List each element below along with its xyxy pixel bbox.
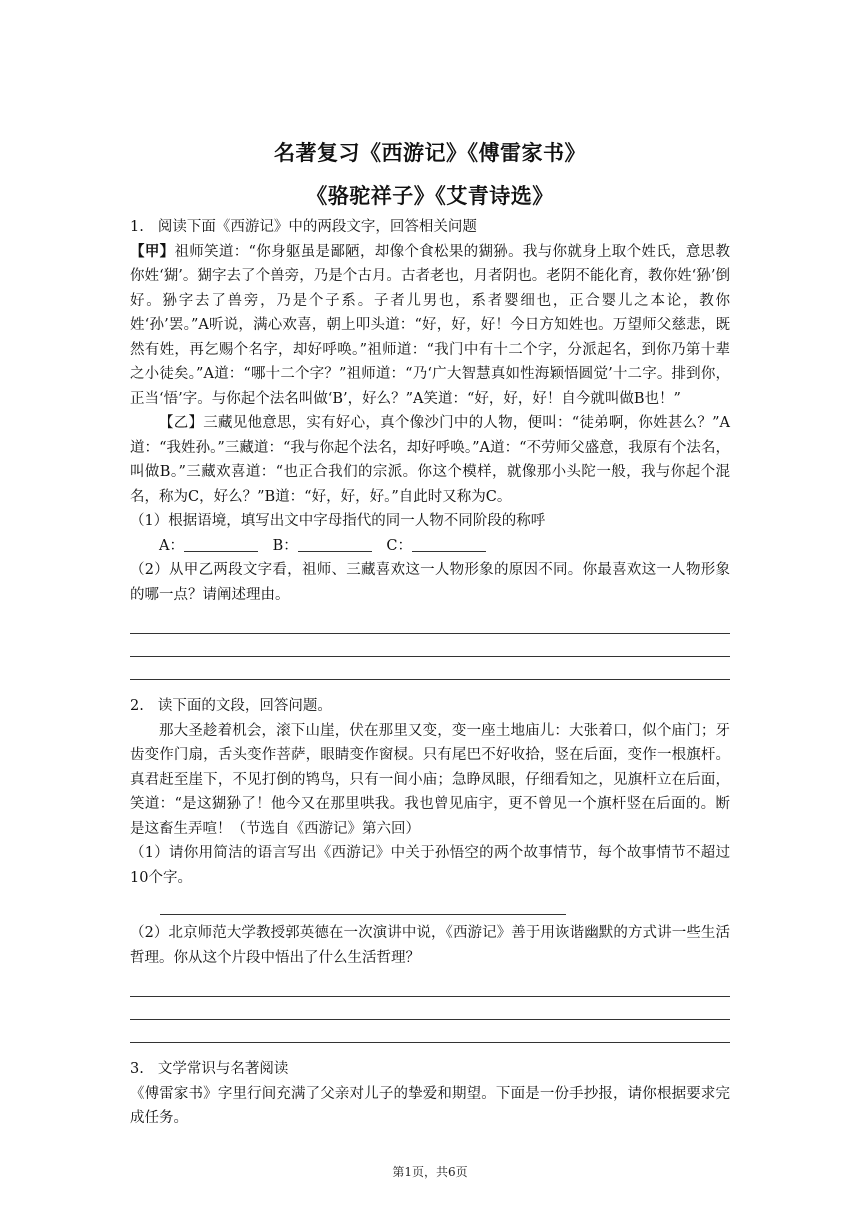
question-2-prompt: 读下面的文段，回答问题。: [157, 698, 332, 714]
passage-jia: [130, 240, 730, 412]
answer-lines-q1: [130, 611, 730, 680]
question-1-sub2: （2）从甲乙两段文字看，祖师、三藏喜欢这一人物形象的原因不同。你最喜欢这一人物形象的哪一点？请阐述理由。: [130, 562, 730, 603]
blank-c-label: C：: [386, 537, 412, 554]
question-1-sub1: （1）根据语境，填写出文中字母指代的同一人物不同阶段的称呼: [130, 513, 546, 529]
passage-q2: 那大圣趁着机会，滚下山崖，伏在那里又变，变一座土地庙儿：大张着口，似个庙门；牙齿变作门扇，舌头变作菩萨，眼睛变作窗棂。只有尾巴不好收拾，竖在后面，变作一根旗杆。真君赶至崖下，不见打倒的鸨鸟，只有一间小庙；急睁凤眼，仔细看知之，见旗杆立在后面，笑道：“是这猢狲了！他今又在那里哄我。我也曾见庙宇，更不曾见一个旗杆竖在后面的。断是这畜生弄喧！（节选自《西游记》第六回）: [130, 722, 730, 837]
question-1-number: 1.: [130, 219, 144, 235]
question-2-sub1: （1）请你用简洁的语言写出《西游记》中关于孙悟空的两个故事情节，每个故事情节不超过10个字。: [130, 845, 730, 886]
blank-a-label: A：: [159, 537, 184, 554]
answer-line[interactable]: [130, 657, 730, 680]
document-body: [130, 215, 730, 1131]
question-1-header: [130, 215, 730, 240]
question-3-header: [130, 1057, 730, 1082]
fill-blanks-row: [130, 534, 730, 559]
passage-yi: [130, 411, 730, 509]
answer-line[interactable]: [130, 1020, 730, 1043]
answer-line-short[interactable]: [160, 890, 566, 915]
answer-line[interactable]: [130, 974, 730, 997]
blank-b-field[interactable]: [298, 537, 372, 552]
page-subtitle: 《骆驼祥子》《艾青诗选》: [306, 184, 554, 208]
answer-lines-q2: [130, 974, 730, 1043]
passage-yi-text: 三藏见他意思，实有好心，真个像沙门中的人物，便叫：“徒弟啊，你姓甚么？”A道：“我姓孙。”三藏道：“我与你起个法名，却好呼唤。”A道：“不劳师父盛意，我原有个法名，叫做B。”三藏欢喜道：“也正合我们的宗派。你这个模样，就像那小头陀一般，我与你起个混名，称为C，好么？”B道：“好，好，好。”自此时又称为C。: [130, 415, 731, 505]
answer-line[interactable]: [130, 611, 730, 634]
passage-jia-text: 祖师笑道：“你身躯虽是鄙陋，却像个食松果的猢狲。我与你就身上取个姓氏，意思教你姓‘猢’。猢字去了个兽旁，乃是个古月。古者老也，月者阴也。老阴不能化育，教你姓‘狲’倒好。狲字去了兽旁，乃是个子系。子者儿男也，系者婴细也，正合婴儿之本论，教你姓‘孙’罢。”A听说，满心欢喜，朝上叩头道：“好，好，好！今日方知姓也。万望师父慈悲，既然有姓，再乞赐个名字，却好呼唤。”祖师道：“我门中有十二个字，分派起名，到你乃第十辈之小徒矣。”A道：“哪十二个字？”祖师道：“乃‘广大智慧真如性海颖悟圆觉’十二字。排到你，正当‘悟’字。与你起个法名叫做‘B’，好么？”A笑道：“好，好，好！自今就叫做B也！”: [130, 243, 730, 407]
passage-jia-label: 【甲】: [130, 242, 175, 260]
blank-a-field[interactable]: [184, 537, 258, 552]
question-2-number: 2.: [130, 698, 144, 714]
answer-line[interactable]: [130, 997, 730, 1020]
question-2-header: [130, 694, 730, 719]
blank-b-label: B：: [272, 537, 298, 554]
passage-yi-label: 【乙】: [159, 415, 204, 431]
question-3-number: 3.: [130, 1061, 144, 1077]
question-3-text: 《傅雷家书》字里行间充满了父亲对儿子的挚爱和期望。下面是一份手抄报，请你根据要求完成任务。: [130, 1085, 730, 1126]
blank-c-field[interactable]: [412, 537, 486, 552]
page-title: 名著复习《西游记》《傅雷家书》: [274, 141, 586, 165]
page-footer: 第1页，共6页: [392, 1165, 468, 1179]
answer-line[interactable]: [130, 634, 730, 657]
question-2-sub2: （2）北京师范大学教授郭英德在一次演讲中说，《西游记》善于用诙谐幽默的方式讲一些生活哲理。你从这个片段中悟出了什么生活哲理？: [130, 925, 730, 966]
question-3-prompt: 文学常识与名著阅读: [157, 1061, 289, 1077]
question-1-prompt: 阅读下面《西游记》中的两段文字，回答相关问题: [157, 219, 477, 235]
